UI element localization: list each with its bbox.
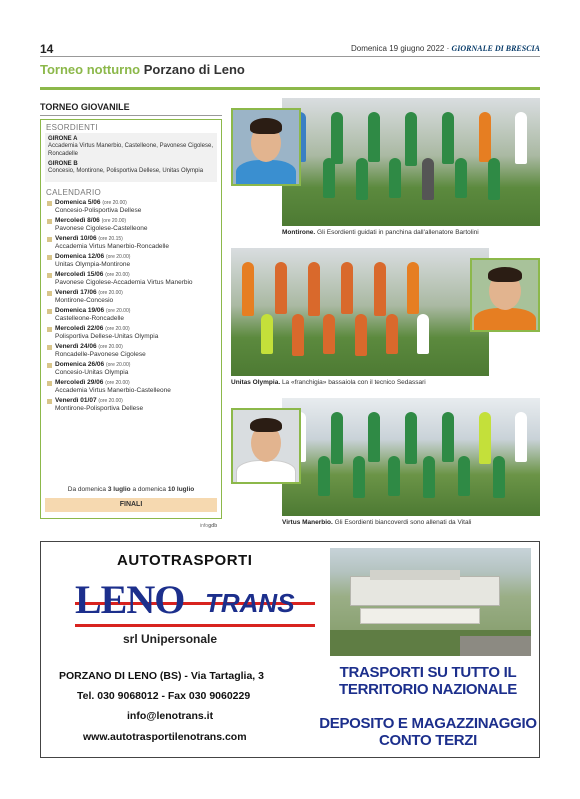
match-date: Mercoledì 8/06 (ore 20.00)	[55, 217, 127, 224]
match-teams: Castelleone-Roncadelle	[55, 315, 125, 322]
bullet-square	[47, 345, 52, 350]
match-teams: Montirone-Concesio	[55, 297, 114, 304]
photo-caption-unitas-olympia	[231, 379, 489, 386]
section-title	[40, 62, 245, 77]
newspaper-name: GIORNALE DI BRESCIA	[451, 44, 540, 53]
header-separator: ·	[446, 44, 450, 53]
section-title-dark: Porzano di Leno	[143, 62, 245, 77]
bullet-square	[47, 201, 52, 206]
ad-company-type: srl Unipersonale	[123, 632, 218, 646]
match-item	[41, 307, 221, 323]
photo-caption-montirone	[282, 229, 540, 236]
caption-text: Gli Esordienti guidati in panchina dall'allenatore Bartolini	[317, 229, 479, 236]
finals-note	[41, 486, 221, 493]
warehouse-aerial-photo	[330, 548, 531, 656]
caption-text: La «franchigia» bassaiola con il tecnico Sedassari	[281, 379, 426, 386]
match-time: (ore 20.00)	[98, 398, 123, 404]
match-list	[41, 199, 221, 413]
finals-end: 10 luglio	[167, 486, 195, 493]
match-teams: Accademia Virtus Manerbio-Roncadelle	[55, 243, 170, 250]
finals-note-mid: a domenica	[132, 486, 167, 493]
match-time: (ore 20.00)	[105, 254, 131, 260]
match-teams: Roncadelle-Pavonese Cigolese	[55, 351, 146, 358]
match-item	[41, 271, 221, 287]
match-item	[41, 325, 221, 341]
match-date: Domenica 5/06 (ore 20.00)	[55, 199, 127, 206]
coach-portrait-sedassari	[470, 258, 540, 332]
page-header	[40, 40, 540, 60]
tournament-box	[40, 119, 222, 519]
match-date: Venerdì 01/07 (ore 20.00)	[55, 397, 123, 404]
match-item	[41, 289, 221, 305]
bullet-square	[47, 219, 52, 224]
calendar-heading: CALENDARIO	[46, 188, 102, 197]
tournament-rule	[40, 115, 222, 116]
match-item	[41, 379, 221, 395]
match-time: (ore 20.00)	[98, 290, 123, 296]
match-teams: Polisportiva Dellese-Unitas Olympia	[55, 333, 159, 340]
ad-address: PORZANO DI LENO (BS) - Via Tartaglia, 3	[59, 670, 264, 682]
match-teams: Pavonese Cigolese-Accademia Virtus Manerbio	[55, 279, 193, 286]
match-teams: Montirone-Polisportiva Dellese	[55, 405, 144, 412]
section-green-bar	[40, 87, 540, 90]
match-date: Mercoledì 29/06 (ore 20.00)	[55, 379, 130, 386]
group-b-title: GIRONE B	[48, 161, 78, 167]
category-heading: ESORDIENTI	[46, 123, 98, 132]
bullet-square	[47, 237, 52, 242]
players-front-row	[231, 314, 489, 356]
players-front-row	[282, 456, 540, 498]
photo-caption-virtus-manerbio	[282, 519, 540, 526]
logo-trans: TRANS	[205, 588, 295, 618]
team-photo-unitas-olympia	[231, 248, 489, 376]
group-a-teams: Accademia Virtus Manerbio, Castelleone, Pavonese Cigolese, Roncadelle	[48, 143, 213, 157]
group-b-teams: Concesio, Montirone, Polisportiva Dellese, Unitas Olympia	[48, 168, 204, 174]
bullet-square	[47, 273, 52, 278]
finals-note-prefix: Da domenica	[67, 486, 107, 493]
ad-email: info@lenotrans.it	[127, 710, 214, 722]
bullet-square	[47, 399, 52, 404]
match-item	[41, 199, 221, 215]
bullet-square	[47, 255, 52, 260]
tournament-title: TORNEO GIOVANILE	[40, 102, 130, 112]
match-time: (ore 20.00)	[98, 344, 123, 350]
players-back-row	[231, 262, 489, 316]
match-item	[41, 217, 221, 233]
advertisement-lenotrans	[40, 541, 540, 758]
match-date: Venerdì 17/06 (ore 20.00)	[55, 289, 123, 296]
infographic-credit: infogdb	[200, 523, 218, 529]
bullet-square	[47, 363, 52, 368]
section-title-light: Torneo notturno	[40, 62, 141, 77]
players-front-row	[282, 158, 540, 200]
match-item	[41, 361, 221, 377]
issue-date: Domenica 19 giugno 2022	[350, 44, 445, 53]
ad-kicker: AUTOTRASPORTI	[117, 552, 253, 569]
logo-leno: LENO	[75, 577, 185, 622]
page-number: 14	[40, 42, 54, 56]
match-item	[41, 343, 221, 359]
match-teams: Accademia Virtus Manerbio-Castelleone	[55, 387, 171, 394]
team-photo-montirone	[282, 98, 540, 226]
bullet-square	[47, 327, 52, 332]
team-photo-virtus-manerbio	[282, 398, 540, 516]
group-a-title: GIRONE A	[48, 136, 78, 142]
match-date: Venerdì 24/06 (ore 20.00)	[55, 343, 123, 350]
bullet-square	[47, 291, 52, 296]
match-time: (ore 20.15)	[98, 236, 123, 242]
match-time: (ore 20.00)	[105, 308, 131, 314]
match-time: (ore 20.00)	[102, 200, 127, 206]
bullet-square	[47, 309, 52, 314]
match-time: (ore 20.00)	[105, 362, 131, 368]
ad-phone: Tel. 030 9068012 - Fax 030 9060229	[77, 690, 251, 702]
caption-team: Virtus Manerbio.	[282, 519, 333, 526]
ad-slogan-transport: TRASPORTI SU TUTTO IL TERRITORIO NAZIONALE	[339, 664, 517, 698]
caption-text: Gli Esordienti biancoverdi sono allenati da Vitali	[334, 519, 472, 526]
ad-website: www.autotrasportilenotrans.com	[83, 731, 247, 743]
match-teams: Concesio-Unitas Olympia	[55, 369, 129, 376]
finals-start: 3 luglio	[107, 486, 131, 493]
ad-slogan-storage: DEPOSITO E MAGAZZINAGGIO CONTO TERZI	[319, 715, 537, 749]
match-item	[41, 235, 221, 251]
match-time: (ore 20.00)	[105, 272, 130, 278]
match-teams: Pavonese Cigolese-Castelleone	[55, 225, 148, 232]
header-rule	[40, 56, 540, 57]
match-date: Venerdì 10/06 (ore 20.15)	[55, 235, 123, 242]
match-date: Domenica 19/06 (ore 20.00)	[55, 307, 131, 314]
caption-team: Montirone.	[282, 229, 316, 236]
coach-portrait-bartolini	[231, 108, 301, 186]
match-date: Mercoledì 22/06 (ore 20.00)	[55, 325, 130, 332]
match-date: Mercoledì 15/06 (ore 20.00)	[55, 271, 130, 278]
coach-portrait-vitali	[231, 408, 301, 484]
finals-banner: FINALI	[45, 498, 217, 512]
match-item	[41, 397, 221, 413]
match-time: (ore 20.00)	[105, 326, 130, 332]
groups-panel	[45, 133, 217, 182]
caption-team: Unitas Olympia.	[231, 379, 281, 386]
bullet-square	[47, 381, 52, 386]
lenotrans-logo	[75, 576, 315, 634]
match-date: Domenica 26/06 (ore 20.00)	[55, 361, 131, 368]
match-teams: Concesio-Polisportiva Dellese	[55, 207, 142, 214]
match-time: (ore 20.00)	[101, 218, 127, 224]
match-item	[41, 253, 221, 269]
match-teams: Unitas Olympia-Montirone	[55, 261, 131, 268]
match-date: Domenica 12/06 (ore 20.00)	[55, 253, 131, 260]
match-time: (ore 20.00)	[105, 380, 130, 386]
header-dateline	[351, 44, 540, 53]
